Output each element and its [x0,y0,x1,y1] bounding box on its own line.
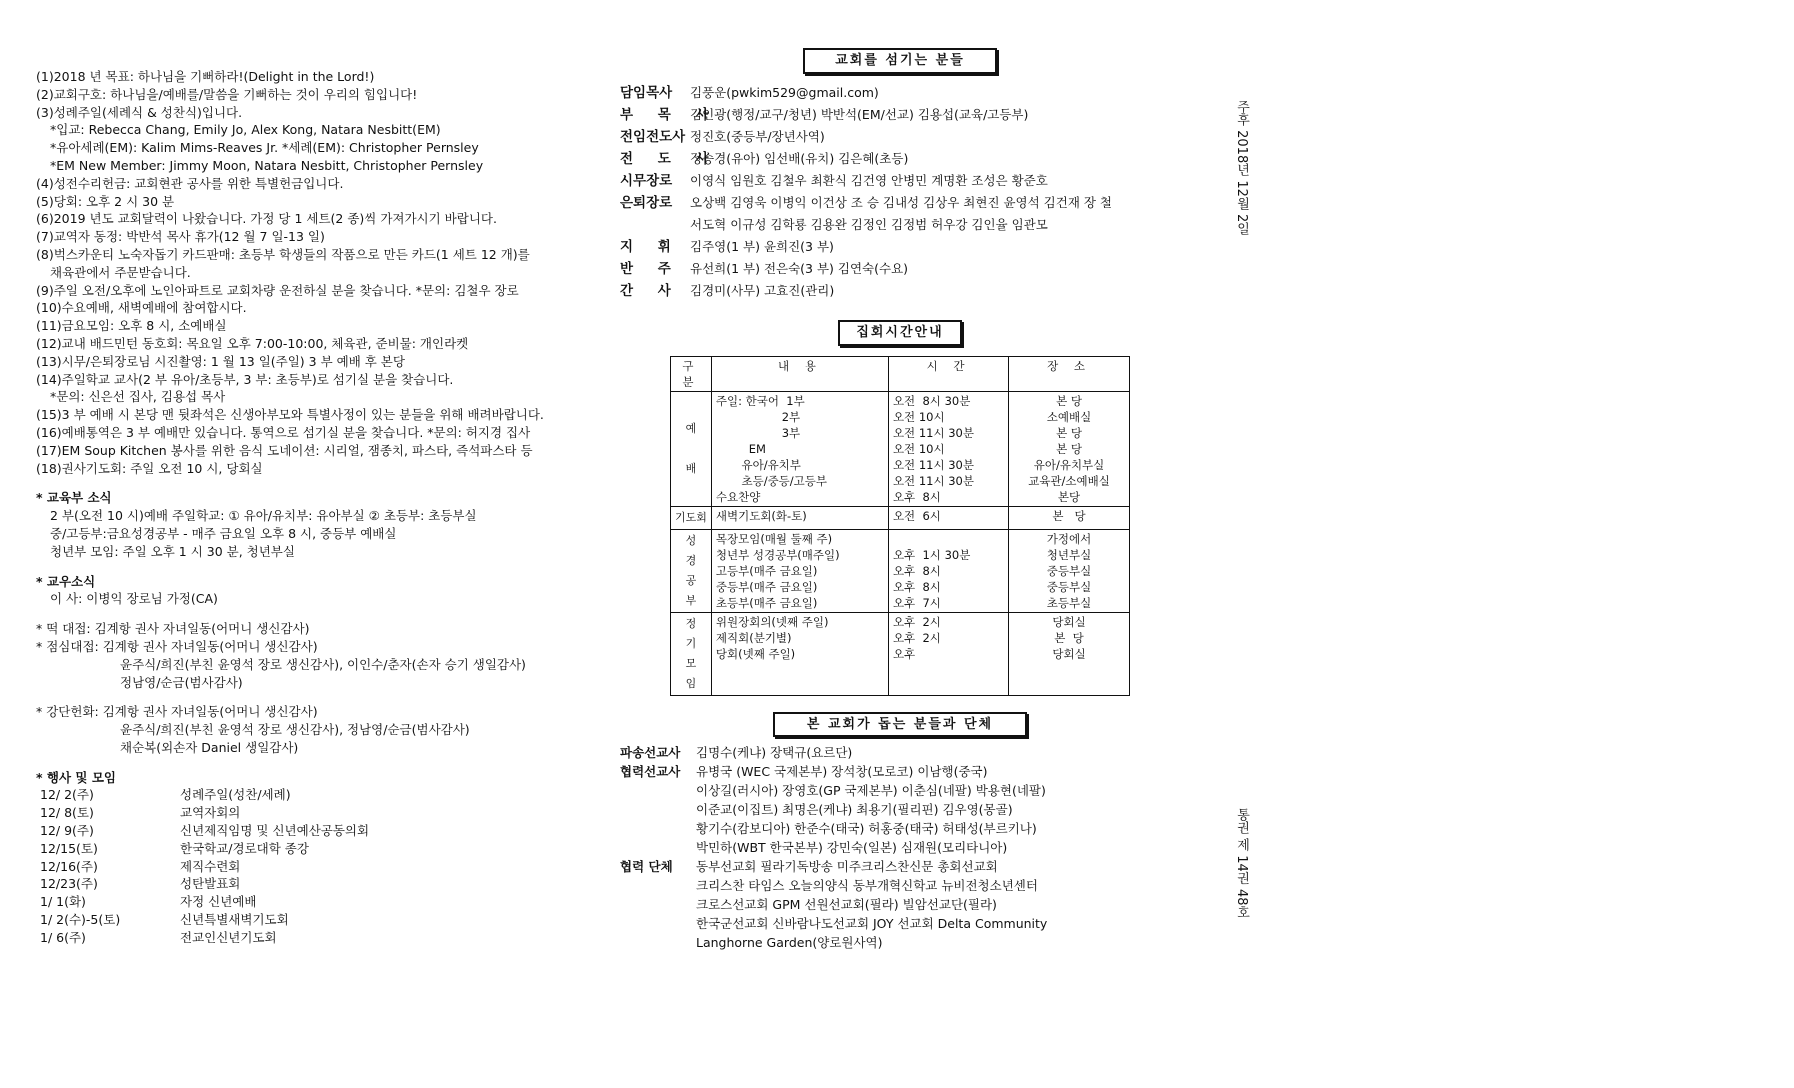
mission-names: 이상길(러시아) 장영호(GP 국제본부) 이춘심(네팔) 박용현(네팔) [696,783,1046,799]
schedule-time: 오후 2시 오후 2시 오후 [888,612,1008,695]
server-role: 지 휘 [620,238,681,255]
event-desc: 한국학교/경로대학 종강 [180,840,309,856]
mission-row [620,762,1180,781]
mission-names: 박민하(WBT 한국본부) 강민숙(일본) 심재원(모리타니아) [696,840,1008,856]
server-row [620,104,1180,126]
server-row [620,280,1180,302]
lunch-line: 윤주식/희진(부친 윤영석 장로 생신감사), 이인수/춘자(손자 승기 생일감사) [120,656,526,672]
server-row [620,126,1180,148]
server-role: 반 주 [620,260,681,277]
schedule-header: 시 간 [888,356,1008,391]
mission-row [620,800,1180,819]
event-date: 12/15(토) [40,840,98,856]
mission-row [620,895,1180,914]
schedule-time: 오전 8시 30분 오전 10시 오전 11시 30분 오전 10시 오전 11시 30분 오전 11시 30분 오후 8시 [888,391,1008,506]
notice-line: (1)2018 년 목표: 하나님을 기뻐하라!(Delight in the Lord!) [36,69,375,84]
baptism-line: *유아세례(EM): Kalim Mims-Reaves Jr. *세례(EM): Christopher Pernsley [50,140,479,156]
event-row [36,893,606,911]
schedule-row [671,506,1130,529]
server-names: 정진호(중등부/장년사역) [690,128,825,144]
server-row [620,258,1180,280]
event-date: 12/ 2(주) [40,787,94,803]
notice-line: (12)교내 배드민턴 동호회: 목요일 오후 7:00-10:00, 체육관, 준비물: 개인라켓 [36,335,469,351]
mission-names: Langhorne Garden(양로원사역) [696,935,883,951]
lunch-line: 정남영/순금(범사감사) [120,674,243,690]
bulletin-volume: 통권 제 14권 48호 [1234,808,1249,919]
mission-names: 유병국 (WEC 국제본부) 장석창(모로코) 이남행(중국) [696,764,988,780]
event-row [36,840,606,858]
notice-line: (14)주일학교 교사(2 부 유아/초등부, 3 부: 초등부)로 섬기실 분을 찾습니다. [36,371,454,387]
event-date: 12/23(주) [40,876,98,892]
notice-line: *문의: 신은선 집사, 김용섭 목사 [50,389,226,405]
mission-names: 동부선교회 필라기독방송 미주크리스찬신문 총회선교회 [696,859,998,875]
schedule-place: 당회실 본 당 당회실 [1009,612,1130,695]
schedule-content: 주일: 한국어 1부 2부 3부 EM 유아/유치부 초등/중등/고등부 수요찬양 [711,391,888,506]
server-role: 은퇴장로 [620,194,673,211]
mission-names: 김명수(케냐) 장택규(요르단) [696,745,853,761]
server-role: 전 도 사 [620,150,719,167]
schedule-place: 본 당 [1009,506,1130,529]
mission-row [620,838,1180,857]
servers-list [620,82,1180,302]
server-names: 서도혁 이규성 김학룡 김용완 김정인 김정범 허우강 김인율 임관모 [690,216,1048,232]
event-row [36,822,606,840]
server-role: 시무장로 [620,172,673,189]
event-desc: 신년제직임명 및 신년예산공동의회 [180,823,370,839]
server-names: 김풍운(pwkim529@gmail.com) [690,84,879,100]
event-row [36,875,606,893]
event-date: 12/ 8(토) [40,805,94,821]
schedule-row [671,612,1130,695]
middle-column [620,48,1180,952]
event-row [36,911,606,929]
notice-line: (11)금요모임: 오후 8 시, 소예배실 [36,318,227,334]
notice-line: (4)성전수리헌금: 교회현관 공사를 위한 특별헌금입니다. [36,175,344,191]
mission-row [620,857,1180,876]
schedule-time: 오전 6시 [888,506,1008,529]
missions-title: 본 교회가 돕는 분들과 단체 [773,712,1027,738]
server-role: 부 목 사 [620,106,719,123]
schedule-header: 내 용 [711,356,888,391]
server-row [620,148,1180,170]
mission-names: 한국군선교회 신바람나도선교회 JOY 선교회 Delta Community [696,916,1048,932]
event-desc: 전교인신년기도회 [180,929,277,945]
event-desc: 성탄발표회 [180,876,241,892]
baptism-line: *입교: Rebecca Chang, Emily Jo, Alex Kong, Natara Nesbitt(EM) [50,122,441,138]
notice-line: (13)시무/은퇴장로님 시진촬영: 1 월 13 일(주일) 3 부 예배 후 본당 [36,353,405,369]
server-names: 이영식 임원호 김철우 최환식 김건영 안병민 계명환 조성은 황준호 [690,172,1048,188]
mission-row [620,819,1180,838]
altar-line: 윤주식/희진(부친 윤영석 장로 생신감사), 정남영/순금(범사감사) [120,722,470,738]
event-date: 12/ 9(주) [40,823,94,839]
event-row [36,786,606,804]
education-line: 중/고등부:금요성경공부 - 매주 금요일 오후 8 시, 중등부 예배실 [50,525,397,541]
events-title: * 행사 및 모임 [36,769,116,785]
schedule-content: 목장모임(매월 둘째 주) 청년부 성경공부(매주일) 고등부(매주 금요일) 중등부(매주 금요일) 초등부(매주 금요일) [711,529,888,612]
server-row [620,236,1180,258]
server-row [620,170,1180,192]
schedule-category: 성 경 공 부 [671,529,712,612]
schedule-category: 정 기 모 임 [671,612,712,695]
notice-line: (5)당회: 오후 2 시 30 분 [36,193,175,209]
left-column [36,68,606,947]
schedule-header: 장 소 [1009,356,1130,391]
schedule-content: 새벽기도회(화-토) [711,506,888,529]
education-line: 2 부(오전 10 시)예배 주일학교: ① 유아/유치부: 유아부실 ② 초등부: 초등부실 [50,508,477,524]
event-desc: 자정 신년예배 [180,894,257,910]
schedule-place: 본 당 소예배실 본 당 본 당 유아/유치부실 교육관/소예배실 본당 [1009,391,1130,506]
server-names: 유선희(1 부) 전은숙(3 부) 김연숙(수요) [690,260,909,276]
server-row [620,214,1180,236]
mission-row [620,743,1180,762]
server-names: 김주영(1 부) 윤희진(3 부) [690,238,834,254]
server-role: 간 사 [620,282,681,299]
event-desc: 성례주일(성찬/세례) [180,787,291,803]
schedule-row [671,391,1130,506]
event-date: 1/ 2(수)-5(토) [40,912,121,928]
event-desc: 신년특별새벽기도회 [180,912,289,928]
notice-line: 채육관에서 주문받습니다. [50,264,191,280]
altar-line: * 강단헌화: 김계항 권사 자녀일동(어머니 생신감사) [36,704,318,720]
schedule-header: 구분 [671,356,712,391]
servers-title: 교회를 섬기는 분들 [803,48,997,74]
mission-names: 이준교(이집트) 최명은(케냐) 최용기(필리핀) 김우영(몽골) [696,802,1013,818]
schedule-place: 가정에서 청년부실 중등부실 중등부실 초등부실 [1009,529,1130,612]
mission-row [620,876,1180,895]
event-date: 1/ 6(주) [40,929,86,945]
notice-line: (6)2019 년도 교회달력이 나왔습니다. 가정 당 1 세트(2 종)씩 가져가시기 바랍니다. [36,211,497,227]
mission-category: 파송선교사 [620,745,681,761]
mission-names: 황기수(캄보디아) 한준수(태국) 허홍중(태국) 허태성(부르키나) [696,821,1037,837]
event-row [36,804,606,822]
server-role: 전임전도사 [620,128,686,145]
notice-line: (7)교역자 동정: 박반석 목사 휴가(12 월 7 일-13 일) [36,229,325,245]
altar-line: 채순복(외손자 Daniel 생일감사) [120,739,299,755]
schedule-category: 기도회 [671,506,712,529]
event-date: 1/ 1(화) [40,894,86,910]
event-desc: 교역자회의 [180,805,241,821]
lunch-line: * 점심대접: 김계항 권사 자녀일동(어머니 생신감사) [36,638,318,654]
server-names: 김인광(행정/교구/청년) 박반석(EM/선교) 김용섭(교육/고등부) [690,106,1029,122]
event-desc: 제직수련회 [180,858,241,874]
server-row [620,82,1180,104]
notice-line: (9)주일 오전/오후에 노인아파트로 교회차량 운전하실 분을 찾습니다. *문의: 김철우 장로 [36,282,519,298]
mission-row [620,781,1180,800]
members-news-title: * 교우소식 [36,573,96,589]
event-row [36,858,606,876]
schedule-row [671,529,1130,612]
notice-line: (2)교회구호: 하나님을/예배를/말씀을 기뻐하는 것이 우리의 힘입니다! [36,86,418,102]
mission-names: 크리스찬 타임스 오늘의양식 동부개혁신학교 뉴비전청소년센터 [696,878,1038,894]
notice-line: (15)3 부 예배 시 본당 맨 뒷좌석은 신생아부모와 특별사정이 있는 분들을 위해 배려바랍니다. [36,407,544,423]
missions-list [620,743,1180,952]
education-title: * 교육부 소식 [36,490,112,506]
mission-category: 협력선교사 [620,764,681,780]
event-row [36,929,606,947]
notice-line: (16)예배통역은 3 부 예배만 있습니다. 통역으로 섬기실 분을 찾습니다. *문의: 허지경 집사 [36,424,531,440]
notice-line: (8)벅스카운티 노숙자돕기 카드판매: 초등부 학생들의 작품으로 만든 카드(1 세트 12 개)를 [36,246,530,262]
schedule-table [670,356,1130,696]
server-names: 정승경(유아) 임선배(유치) 김은혜(초등) [690,150,909,166]
education-line: 청년부 모임: 주일 오후 1 시 30 분, 청년부실 [50,543,295,559]
server-row [620,192,1180,214]
notice-line: (10)수요예배, 새벽예배에 참여합시다. [36,300,247,316]
server-role: 담임목사 [620,84,673,101]
mission-category: 협력 단체 [620,859,673,875]
baptism-line: *EM New Member: Jimmy Moon, Natara Nesbitt, Christopher Pernsley [50,157,484,173]
members-line: 이 사: 이병익 장로님 가정(CA) [50,591,218,607]
notice-line: (3)성례주일(세례식 & 성찬식)입니다. [36,104,243,120]
event-date: 12/16(주) [40,858,98,874]
rice-cake-line: * 떡 대접: 김계항 권사 자녀일동(어머니 생신감사) [36,621,310,637]
mission-names: 크로스선교회 GPM 선원선교회(필라) 빌암선교단(필라) [696,897,997,913]
schedule-title: 집회시간안내 [838,320,962,346]
mission-row [620,914,1180,933]
bulletin-date: 주후 2018년 12월 2일 [1234,100,1249,236]
schedule-content: 위원장회의(넷째 주일) 제직회(분기별) 당회(넷째 주일) [711,612,888,695]
schedule-time: 오후 1시 30분 오후 8시 오후 8시 오후 7시 [888,529,1008,612]
schedule-category: 예 배 [671,391,712,506]
server-names: 오상백 김영욱 이병익 이건상 조 승 김내성 김상우 최현진 윤영석 김건재 장 철 [690,194,1113,210]
notice-line: (18)권사기도회: 주일 오전 10 시, 당회실 [36,460,263,476]
notice-line: (17)EM Soup Kitchen 봉사를 위한 음식 도네이션: 시리얼, 잼종치, 파스타, 즉석파스타 등 [36,442,533,458]
server-names: 김경미(사무) 고효진(관리) [690,282,835,298]
mission-row [620,933,1180,952]
